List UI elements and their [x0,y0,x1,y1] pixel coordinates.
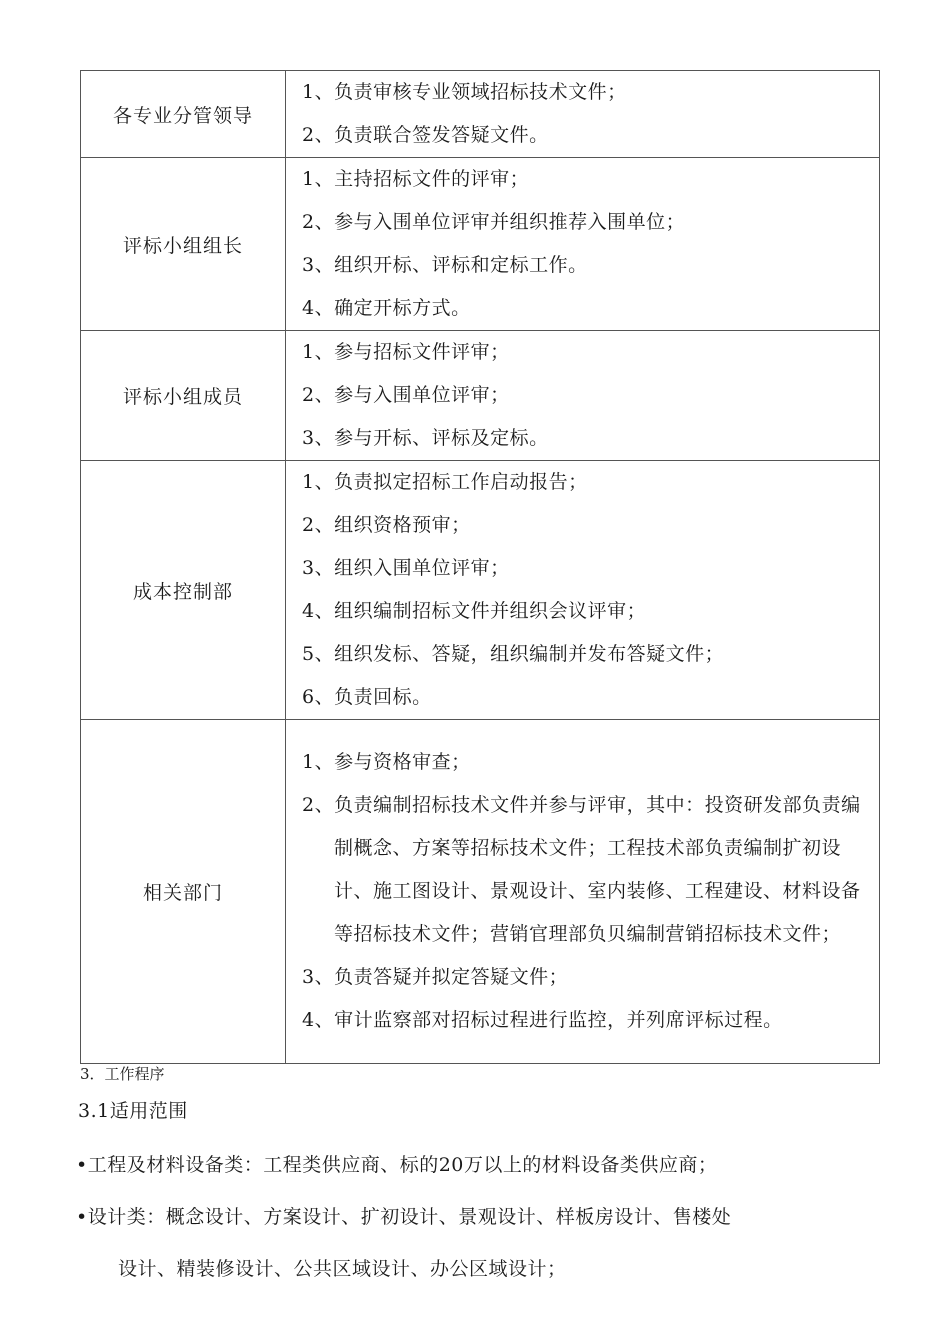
section-heading: 3．工作程序 [80,1065,165,1083]
duty-item: 2、负责联合签发答疑文件。 [302,124,549,146]
duty-item: 6、负责回标。 [302,686,432,708]
duty-list [302,158,869,330]
duty-item: 1、负责拟定招标工作启动报告； [302,471,588,493]
duty-item: 3、组织开标、评标和定标工作。 [302,254,588,276]
duty-item: 1、参与资格审查； [302,751,471,773]
table-row [81,158,880,331]
subsection-heading: 3.1适用范围 [78,1100,188,1122]
duty-item: 2、负责编制招标技术文件并参与评审，其中：投资研发部负责编制概念、方案等招标技术文件；工程技术部负责编制扩初设计、施工图设计、景观设计、室内装修、工程建设、材料设备等招标技术文件；营销官理部负贝编制营销招标技术文件； [302,794,861,945]
duty-cell [286,71,880,158]
duty-item: 5、组织发标、答疑，组织编制并发布答疑文件； [302,643,725,665]
duty-cell [286,461,880,720]
scope-item: •工程及材料设备类：工程类供应商、标的20万以上的材料设备类供应商； [76,1154,718,1176]
duty-cell [286,158,880,331]
duty-list [302,741,869,1042]
scope-item: •设计类：概念设计、方案设计、扩初设计、景观设计、样板房设计、售楼处 [76,1206,732,1228]
duty-item: 1、参与招标文件评审； [302,341,510,363]
duty-item: 1、主持招标文件的评审； [302,168,530,190]
role-cell: 评标小组组长 [81,158,286,331]
duty-item: 3、负责答疑并拟定答疑文件； [302,966,569,988]
table-row [81,331,880,461]
role-cell: 成本控制部 [81,461,286,720]
duty-item: 3、组织入围单位评审； [302,557,510,579]
scope-item-continuation: 设计、精装修设计、公共区域设计、办公区域设计； [118,1258,567,1280]
duty-item: 2、组织资格预审； [302,514,471,536]
role-cell: 各专业分管领导 [81,71,286,158]
duty-list [302,461,869,719]
duty-item: 2、参与入围单位评审； [302,384,510,406]
table-row [81,720,880,1064]
duty-item: 1、负责审核专业领域招标技术文件； [302,81,627,103]
duty-cell [286,331,880,461]
duty-item: 2、参与入围单位评审并组织推荐入围单位； [302,211,686,233]
duty-item: 3、参与开标、评标及定标。 [302,427,549,449]
table-row [81,461,880,720]
role-cell: 相关部门 [81,720,286,1064]
duty-item: 4、组织编制招标文件并组织会议评审； [302,600,647,622]
table-row [81,71,880,158]
duty-item: 4、确定开标方式。 [302,297,471,319]
duty-item: 4、审计监察部对招标过程进行监控，并列席评标过程。 [302,1009,783,1031]
duty-list [302,331,869,460]
duty-cell [286,720,880,1064]
duty-list [302,71,869,157]
role-cell: 评标小组成员 [81,331,286,461]
responsibility-table [80,70,880,1064]
